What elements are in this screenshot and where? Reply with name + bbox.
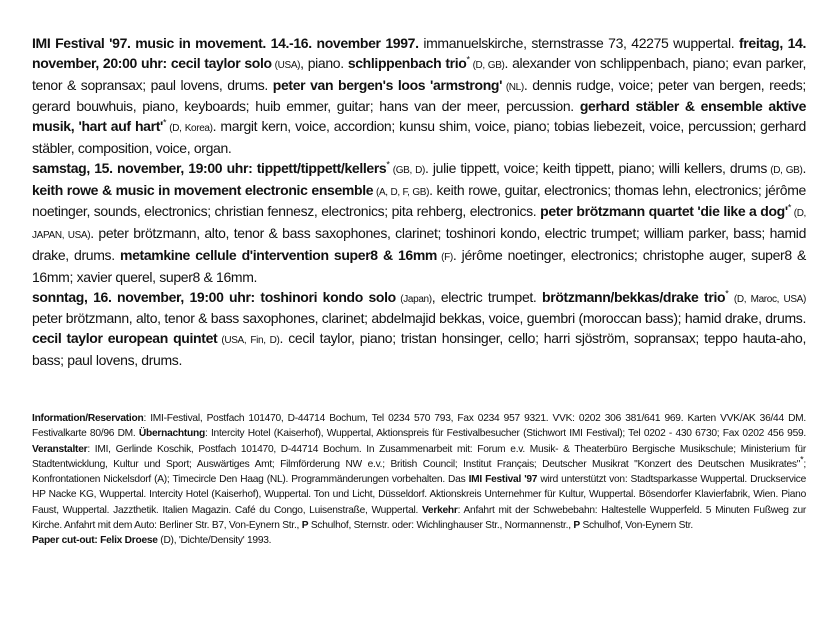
- festival-title: IMI Festival '97. music in movement. 14.-16. november 1997.: [32, 35, 419, 51]
- credit-line: [32, 533, 806, 548]
- lineup-text: , electric trumpet.: [431, 288, 543, 305]
- country-codes: (D, Maroc, USA): [733, 293, 806, 305]
- venue: immanuelskirche, sternstrasse 73, 42275 wuppertal.: [418, 35, 735, 51]
- friday-block: [32, 34, 806, 159]
- saturday-heading: samstag, 15. november, 19:00 uhr: tippett/tippett/kellers: [32, 159, 387, 176]
- info-section: [32, 411, 806, 549]
- festival-program: [32, 34, 806, 371]
- act-name: schlippenbach trio: [347, 54, 467, 71]
- info-text: : Anfahrt mit der Schwebebahn: Haltestelle Wupperfeld. 5 Minuten Fußweg zur Kirche. Anfahrt mit dem Auto: Berliner Str. B7, Von-Eynern Str.,: [32, 504, 806, 532]
- country-codes: (D, Korea): [166, 123, 213, 135]
- lineup-text: .: [802, 159, 807, 176]
- country-codes: (NL): [502, 81, 524, 93]
- info-text: Schulhof, Von-Eynern Str.: [579, 520, 693, 532]
- premiere-mark: *: [725, 287, 729, 298]
- parking-mark: P: [301, 520, 309, 532]
- friday-heading: freitag, 14. november, 20:00 uhr: cecil taylor solo: [32, 35, 806, 71]
- info-text: : Intercity Hotel (Kaiserhof), Wuppertal, Aktionspreis für Festivalbesucher (Stichwort IMI Festival); Tel 0202 - 430 6730; Fax 0202 456 959.: [204, 428, 806, 440]
- premiere-mark: *: [386, 159, 390, 170]
- lineup-text: peter brötzmann, alto, tenor & bass saxophones, clarinet; abdelmajid bekkas, voice, guembri (moroccan bass); hamid drake, drums.: [32, 310, 806, 327]
- act-name: peter brötzmann quartet 'die like a dog': [540, 203, 788, 220]
- info-label: Verkehr: [421, 504, 458, 516]
- info-text: ; Konfrontationen Nickelsdorf (A); Timecircle Den Haag (NL). Programmänderungen vorbehalten. Das: [32, 458, 806, 486]
- act-name: brötzmann/bekkas/drake trio: [542, 288, 726, 305]
- sunday-heading: sonntag, 16. november, 19:00 uhr: toshinori kondo solo: [32, 288, 396, 305]
- premiere-mark: *: [800, 454, 804, 465]
- country-codes: (USA): [271, 59, 301, 71]
- lineup-text: . peter brötzmann, alto, tenor & bass saxophones, clarinet; toshinori kondo, electric trumpet; william parker, bass; hamid drake, drums.: [32, 225, 806, 263]
- country-codes: (D, GB): [767, 164, 803, 176]
- info-text: wird unterstützt von: Stadtsparkasse Wuppertal. Druckservice HP Nacke KG, Wuppertal. Intercity Hotel (Kaiserhof), Wuppertal. Ton und Licht, Düsseldorf. Aktionskreis Unternehmer für Kultur, Wuppertal. Bösendorfer Klavierfabrik, Wien. Piano Faust, Wuppertal. Jazzthetik. Italien Magazin. Café du Congo, Luisenstraße, Wuppertal.: [32, 474, 806, 516]
- lineup-text: . dennis rudge, voice; peter van bergen, reeds; gerard bouwhuis, piano, keyboards; huib emmer, guitar; hans van der meer, percussion.: [32, 76, 806, 115]
- info-label: Paper cut-out: Felix Droese: [32, 535, 158, 547]
- lineup-text: , piano.: [300, 54, 348, 71]
- info-label: IMI Festival '97: [468, 474, 538, 486]
- act-name: peter van bergen's loos 'armstrong': [272, 76, 503, 93]
- info-label: Veranstalter: [32, 443, 88, 455]
- country-codes: (USA, Fin, D): [217, 335, 280, 347]
- country-codes: (GB, D): [389, 164, 425, 176]
- lineup-text: . jérôme noetinger, electronics; christophe auger, super8 & 16mm; xavier querel, super8 & 16mm.: [32, 246, 807, 285]
- info-text: : IMI, Gerlinde Koschik, Postfach 101470, D-44714 Bochum. In Zusammenarbeit mit: Forum e.v. Musik- & Theaterbüro Bergische Musikschule; Ministerium für Stadtentwicklung, Kultur und Sport; Auswärtiges Amt; Filmförderung NW e.v.; British Council; Institut Français; Deutscher Musikrat "Konzert des Deutschen Musikrates": [32, 443, 806, 470]
- info-label: Information/Reservation: [32, 413, 144, 424]
- premiere-mark: *: [163, 117, 167, 128]
- premiere-mark: *: [787, 202, 792, 213]
- info-text: Schulhof, Sternstr. oder: Wichlinghauser Str., Normannenstr.,: [308, 520, 574, 532]
- country-codes: (Japan): [395, 293, 432, 305]
- lineup-text: . cecil taylor, piano; tristan honsinger, cello; harri sjöström, sopransax; teppo hauta-aho, bass; paul lovens, drums.: [32, 330, 807, 368]
- lineup-text: . keith rowe, guitar, electronics; thomas lehn, electronics; jérôme noetinger, sounds, electronics; christian fennesz, electronics; pita rehberg, electronics.: [32, 181, 806, 220]
- country-codes: (D, GB): [469, 59, 505, 71]
- sunday-block: [32, 288, 806, 371]
- parking-mark: P: [573, 520, 580, 532]
- country-codes: (D, JAPAN, USA): [32, 208, 806, 242]
- info-label: Übernachtung: [138, 428, 205, 440]
- saturday-block: [32, 159, 806, 288]
- act-name: gerhard stäbler & ensemble aktive musik, 'hart auf hart': [32, 98, 807, 135]
- lineup-text: . margit kern, voice, accordion; kunsu shim, voice, piano; tobias liebezeit, voice, percussion; gerhard stäbler, composition, voice, organ.: [32, 118, 806, 156]
- act-name: keith rowe & music in movement electronic ensemble: [32, 181, 374, 198]
- lineup-text: . julie tippett, voice; keith tippett, piano; willi kellers, drums: [425, 159, 767, 176]
- act-name: cecil taylor european quintet: [32, 330, 218, 347]
- info-text: (D), 'Dichte/Density' 1993.: [157, 535, 272, 547]
- info-paragraph: [32, 411, 806, 533]
- country-codes: (A, D, F, GB): [373, 186, 430, 198]
- premiere-mark: *: [466, 54, 470, 65]
- country-codes: (F): [437, 251, 453, 263]
- lineup-text: . alexander von schlippenbach, piano; evan parker, tenor & sopransax; paul lovens, drums.: [32, 54, 806, 93]
- act-name: metamkine cellule d'intervention super8 & 16mm: [119, 246, 438, 263]
- info-text: : IMI-Festival, Postfach 101470, D-44714 Bochum, Tel 0234 570 793, Fax 0234 957 9321. VVK: 0202 306 381/641 969. Karten VVK/AK 36/44 DM. Festivalkarte 80/96 DM.: [32, 413, 806, 440]
